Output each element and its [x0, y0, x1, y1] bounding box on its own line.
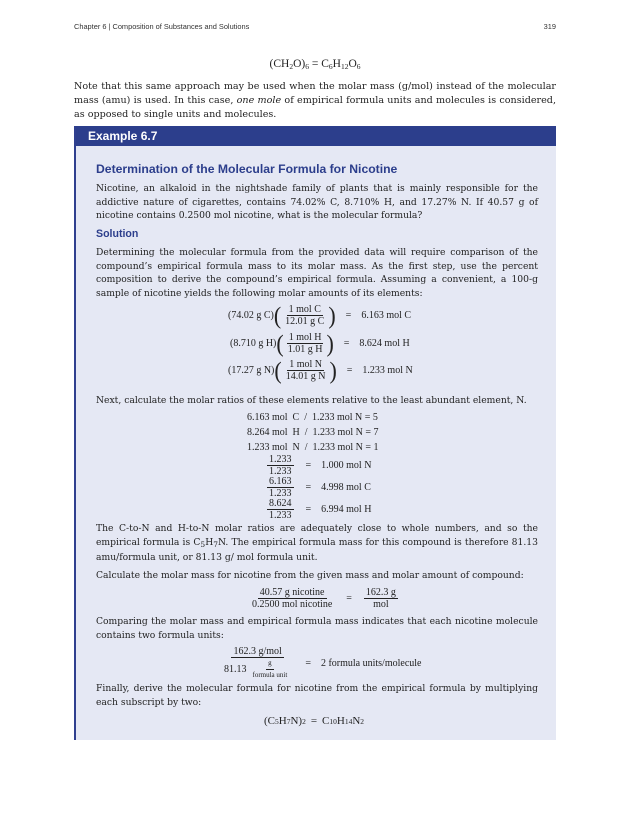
top-equation: $(CH_2O)_6 = C_6H_{12}O_6$: [269, 58, 361, 71]
solution-paragraph-1: Determining the molecular formula from the provided data will require comparison of the compound’s empirical formula mass to its molar mass. As the first step, use the percent composition to derive the compound’s empirical formula. Assuming a convenient, a 100-g sample of nicotine yields the following molar amounts of its elements:: [96, 247, 538, 299]
solution-paragraph-4: Calculate the molar mass for nicotine from the given mass and molar amount of compound:: [96, 570, 524, 581]
ratio-line-n: 1.233 mol N / 1.233 mol N = 1: [247, 442, 379, 453]
problem-statement: Nicotine, an alkaloid in the nightshade family of plants that is mainly responsible for the addictive nature of cigarettes, contains 74.02% C, 8.710% H, and 17.27% N. If 40.57 g of nicotine contains 0.2500 mol nicotine, what is the molecular formula?: [96, 183, 538, 222]
molar-amount-row-h: (8.710 g H) ( $\frac{\text{1 mol H}}{\text{1.01 g H}}$ ) = 8.624 mol H: [230, 329, 410, 357]
ratio-frac-c: $\frac{6.163}{1.233}$ = 4.998 mol C: [269, 476, 371, 499]
formula-units-equation: 162.3 g/mol 81.13 $\frac{g}{\text{formula unit}}$ = 2 formula units/molecule: [224, 646, 422, 679]
solution-paragraph-6: Finally, derive the molecular formula for nicotine from the empirical formula by multiplying each subscript by two:: [96, 683, 538, 708]
running-header: [74, 22, 556, 36]
solution-paragraph-3: The C-to-N and H-to-N molar ratios are adequately close to whole numbers, and so the empirical formula is $C_5H_7N$. The empirical formula mass for this compound is therefore 81.13 amu/formula unit, or 81.13 g/ mol formula unit.: [96, 523, 538, 564]
molar-amount-row-n: (17.27 g N) ( $\frac{\text{1 mol N}}{\text{14.01 g N}}$ ) = 1.233 mol N: [228, 356, 413, 384]
example-title: Determination of the Molecular Formula for Nicotine: [96, 162, 398, 176]
chapter-label: Chapter 6 | Composition of Substances and Solutions: [74, 22, 250, 31]
solution-paragraph-5: Comparing the molar mass and empirical formula mass indicates that each nicotine molecule contains two formula units:: [96, 616, 538, 641]
example-box: [74, 126, 556, 740]
solution-heading: Solution: [96, 228, 139, 240]
example-label: Example 6.7: [76, 126, 556, 146]
final-equation: (C 5 H 7 N) 2 = C 10 H 14 N 2: [264, 715, 365, 727]
page-number: 319: [543, 22, 556, 31]
ratio-line-c: 6.163 mol C / 1.233 mol N = 5: [247, 412, 378, 423]
ratio-frac-n: $\frac{1.233}{1.233}$ = 1.000 mol N: [269, 454, 372, 477]
ratio-frac-h: $\frac{8.624}{1.233}$ = 6.994 mol H: [269, 498, 372, 521]
ratio-line-h: 8.264 mol H / 1.233 mol N = 7: [247, 427, 379, 438]
molar-mass-equation: $\frac{\text{40.57 g nicotine}}{\text{0.2500 mol nicotine}}$ = $\frac{162.3 g}{\text{mol}}$: [252, 587, 396, 610]
solution-paragraph-2: Next, calculate the molar ratios of these elements relative to the least abundant element, N.: [96, 395, 527, 406]
molar-amount-row-c: (74.02 g C) ( $\frac{\text{1 mol C}}{\text{12.01 g C}}$ ) = 6.163 mol C: [228, 301, 412, 329]
intro-paragraph: Note that this same approach may be used when the molar mass (g/mol) instead of the molecular mass (amu) is used. In this case, one mole of empirical formula units and molecules is considered, as opposed to single units and molecules.: [74, 81, 556, 120]
